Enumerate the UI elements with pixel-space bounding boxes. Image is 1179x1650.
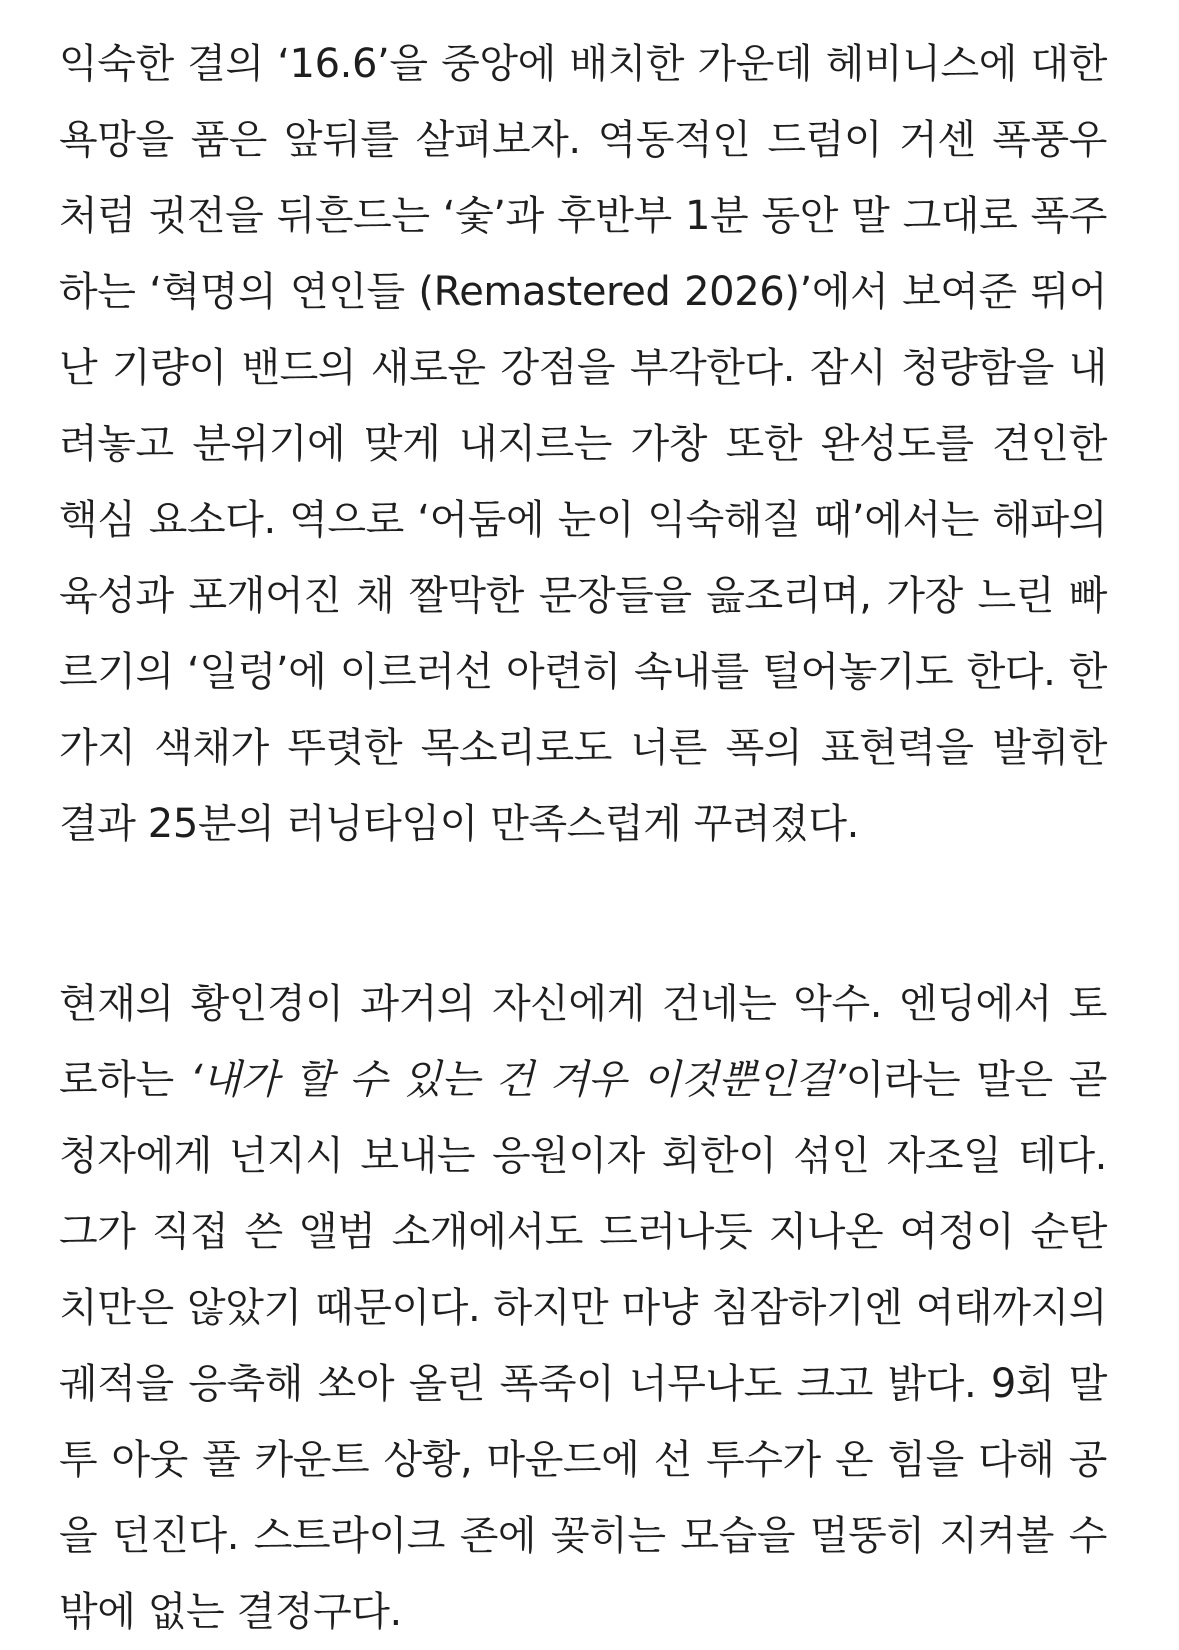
text-line: 하는 ‘혁명의 연인들 (Remastered 2026)’에서 보여준 뛰어 [59,269,1107,315]
text-line: 청자에게 넌지시 보내는 응원이자 회한이 섞인 자조일 테다. [59,1133,1107,1179]
text-line: 르기의 ‘일렁’에 이르러선 아련히 속내를 털어놓기도 한다. 한 [59,649,1107,695]
text-segment: 이라는 말은 곧 [845,1057,1107,1103]
text-line: 난 기량이 밴드의 새로운 강점을 부각한다. 잠시 청량함을 내 [59,345,1107,391]
paragraph-review-part-2 [59,966,1107,1650]
paragraph-review-part-1 [59,26,1107,862]
text-line: 려놓고 분위기에 맞게 내지르는 가창 또한 완성도를 견인한 [59,421,1107,467]
text-line: 욕망을 품은 앞뒤를 살펴보자. 역동적인 드럼이 거센 폭풍우 [59,117,1107,163]
text-line-with-quote [59,1042,1107,1118]
text-line: 그가 직접 쓴 앨범 소개에서도 드러나듯 지나온 여정이 순탄 [59,1209,1107,1255]
text-line: 익숙한 결의 ‘16.6’을 중앙에 배치한 가운데 헤비니스에 대한 [59,41,1107,87]
text-line: 처럼 귓전을 뒤흔드는 ‘숯’과 후반부 1분 동안 말 그대로 폭주 [59,193,1107,239]
text-line: 밖에 없는 결정구다. [59,1589,402,1635]
text-line: 핵심 요소다. 역으로 ‘어둠에 눈이 익숙해질 때’에서는 해파의 [59,497,1107,543]
text-segment: 로하는 [59,1057,190,1103]
text-line: 결과 25분의 러닝타임이 만족스럽게 꾸려졌다. [59,801,859,847]
text-line: 가지 색채가 뚜렷한 목소리로도 너른 폭의 표현력을 발휘한 [59,725,1107,771]
text-line: 치만은 않았기 때문이다. 하지만 마냥 침잠하기엔 여태까지의 [59,1285,1107,1331]
text-line: 투 아웃 풀 카운트 상황, 마운드에 선 투수가 온 힘을 다해 공 [59,1437,1107,1483]
text-line: 육성과 포개어진 채 짤막한 문장들을 읊조리며, 가장 느린 빠 [59,573,1107,619]
text-line: 궤적을 응축해 쏘아 올린 폭죽이 너무나도 크고 밝다. 9회 말 [59,1361,1107,1407]
text-line: 을 던진다. 스트라이크 존에 꽂히는 모습을 멀뚱히 지켜볼 수 [59,1513,1107,1559]
italic-quote: ‘내가 할 수 있는 건 겨우 이것뿐인걸’ [189,1057,846,1103]
text-line: 현재의 황인경이 과거의 자신에게 건네는 악수. 엔딩에서 토 [59,981,1107,1027]
